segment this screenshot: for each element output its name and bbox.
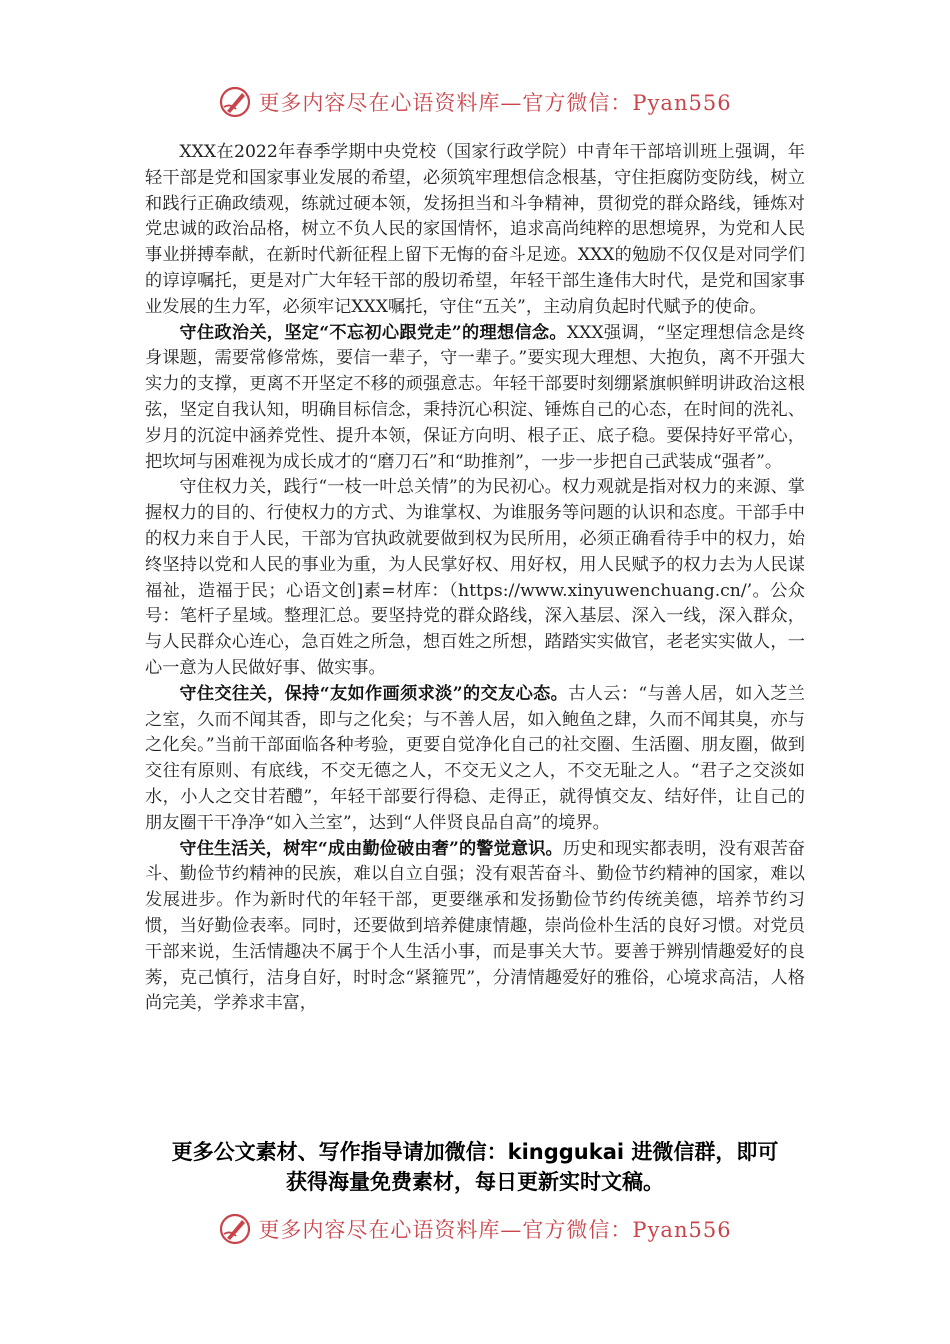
- paragraph-body-life: 历史和现实都表明，没有艰苦奋斗、勤俭节约精神的民族，难以自立自强；没有艰苦奋斗、勤俭节约精神的国家，难以发展进步。作为新时代的年轻干部，更要继承和发扬勤俭节约传统美德，培养节约习惯，当好勤俭表率。同时，还要做到培养健康情趣，崇尚俭朴生活的良好习惯。对党员干部来说，生活情趣决不属于个人生活小事，而是事关大节。要善于辨别情趣爱好的良莠，克己慎行，洁身自好，时时念“紧箍咒”，分清情趣爱好的雅俗，心境求高洁，人格尚完美，学养求丰富，: [145, 838, 805, 1014]
- footer-banner: [0, 1207, 950, 1251]
- pen-logo-icon: [218, 85, 252, 119]
- paragraph-body-social: 古人云：“与善人居，如入芝兰之室，久而不闻其香，即与之化矣；与不善人居，如入鲍鱼之肆，久而不闻其臭，亦与之化矣。”当前干部面临各种考验，更要自觉净化自己的社交圈、生活圈、朋友圈，做到交往有原则、有底线，不交无德之人，不交无义之人，不交无耻之人。“君子之交淡如水，小人之交甘若醴”，年轻干部要行得稳、走得正，就得慎交友、结好伴，让自己的朋友圈干干净净“如入兰室”，达到“人伴贤良品自高”的境界。: [145, 683, 805, 833]
- paragraph-heading-life: 守住生活关，树牢“成由勤俭破由奢”的警觉意识。: [179, 838, 563, 859]
- footer-promo-note: [110, 1137, 840, 1197]
- pen-logo-icon: [218, 1212, 252, 1246]
- paragraph-heading-social: 守住交往关，保持“友如作画须求淡”的交友心态。: [179, 683, 569, 704]
- paragraph-political: [145, 321, 805, 476]
- header-banner-text: 更多内容尽在心语资料库—官方微信：Pyan556: [258, 91, 732, 115]
- paragraph-body-political: XXX强调，“坚定理想信念是终身课题，需要常修常炼，要信一辈子，守一辈子。”要实现大理想、大抱负，离不开强大实力的支撑，更离不开坚定不移的顽强意志。年轻干部要时刻绷紧旗帜鲜明讲政治这根弦，坚定自我认知，明确目标信念，秉持沉心积淀、锤炼自己的心态，在时间的洗礼、岁月的沉淀中涵养党性、提升本领，保证方向明、根子正、底子稳。要保持好平常心，把坎坷与困难视为成长成才的“磨刀石”和“助推剂”，一步一步把自己武装成“强者”。: [145, 322, 805, 472]
- footer-note-line-2: 获得海量免费素材，每日更新实时文稿。: [286, 1170, 664, 1194]
- paragraph-heading-political: 守住政治关，坚定“不忘初心跟党走”的理想信念。: [179, 322, 567, 343]
- footer-banner-text: 更多内容尽在心语资料库—官方微信：Pyan556: [258, 1218, 732, 1242]
- paragraph-intro: XXX在2022年春季学期中央党校（国家行政学院）中青年干部培训班上强调，年轻干部是党和国家事业发展的希望，必须筑牢理想信念根基，守住拒腐防变防线，树立和践行正确政绩观，练就过硬本领，发扬担当和斗争精神，贯彻党的群众路线，锤炼对党忠诚的政治品格，树立不负人民的家国情怀，追求高尚纯粹的思想境界，为党和人民事业拼搏奉献，在新时代新征程上留下无悔的奋斗足迹。XXX的勉励不仅仅是对同学们的谆谆嘱托，更是对广大年轻干部的殷切希望，年轻干部生逢伟大时代，是党和国家事业发展的生力军，必须牢记XXX嘱托，守住“五关”，主动肩负起时代赋予的使命。: [145, 142, 805, 317]
- paragraph-life: [145, 837, 805, 1018]
- footer-note-line-1: 更多公文素材、写作指导请加微信：kinggukai 进微信群，即可: [171, 1140, 779, 1164]
- article-body: [145, 140, 805, 1017]
- paragraph-social: [145, 682, 805, 837]
- header-banner: [0, 80, 950, 124]
- paragraph-power: 守住权力关，践行“一枝一叶总关情”的为民初心。权力观就是指对权力的来源、掌握权力的目的、行使权力的方式、为谁掌权、为谁服务等问题的认识和态度。干部手中的权力来自于人民，干部为官执政就要做到权为民所用，必须正确看待手中的权力，始终坚持以党和人民的事业为重，为人民掌好权、用好权，用人民赋予的权力去为人民谋福祉，造福于民；心语文创]素=材库：（https://www.xinyuwenchuang.cn/’。公众号：笔杆子星域。整理汇总。要坚持党的群众路线，深入基层、深入一线，深入群众，与人民群众心连心，急百姓之所急，想百姓之所想，踏踏实实做官，老老实实做人，一心一意为人民做好事、做实事。: [145, 477, 805, 678]
